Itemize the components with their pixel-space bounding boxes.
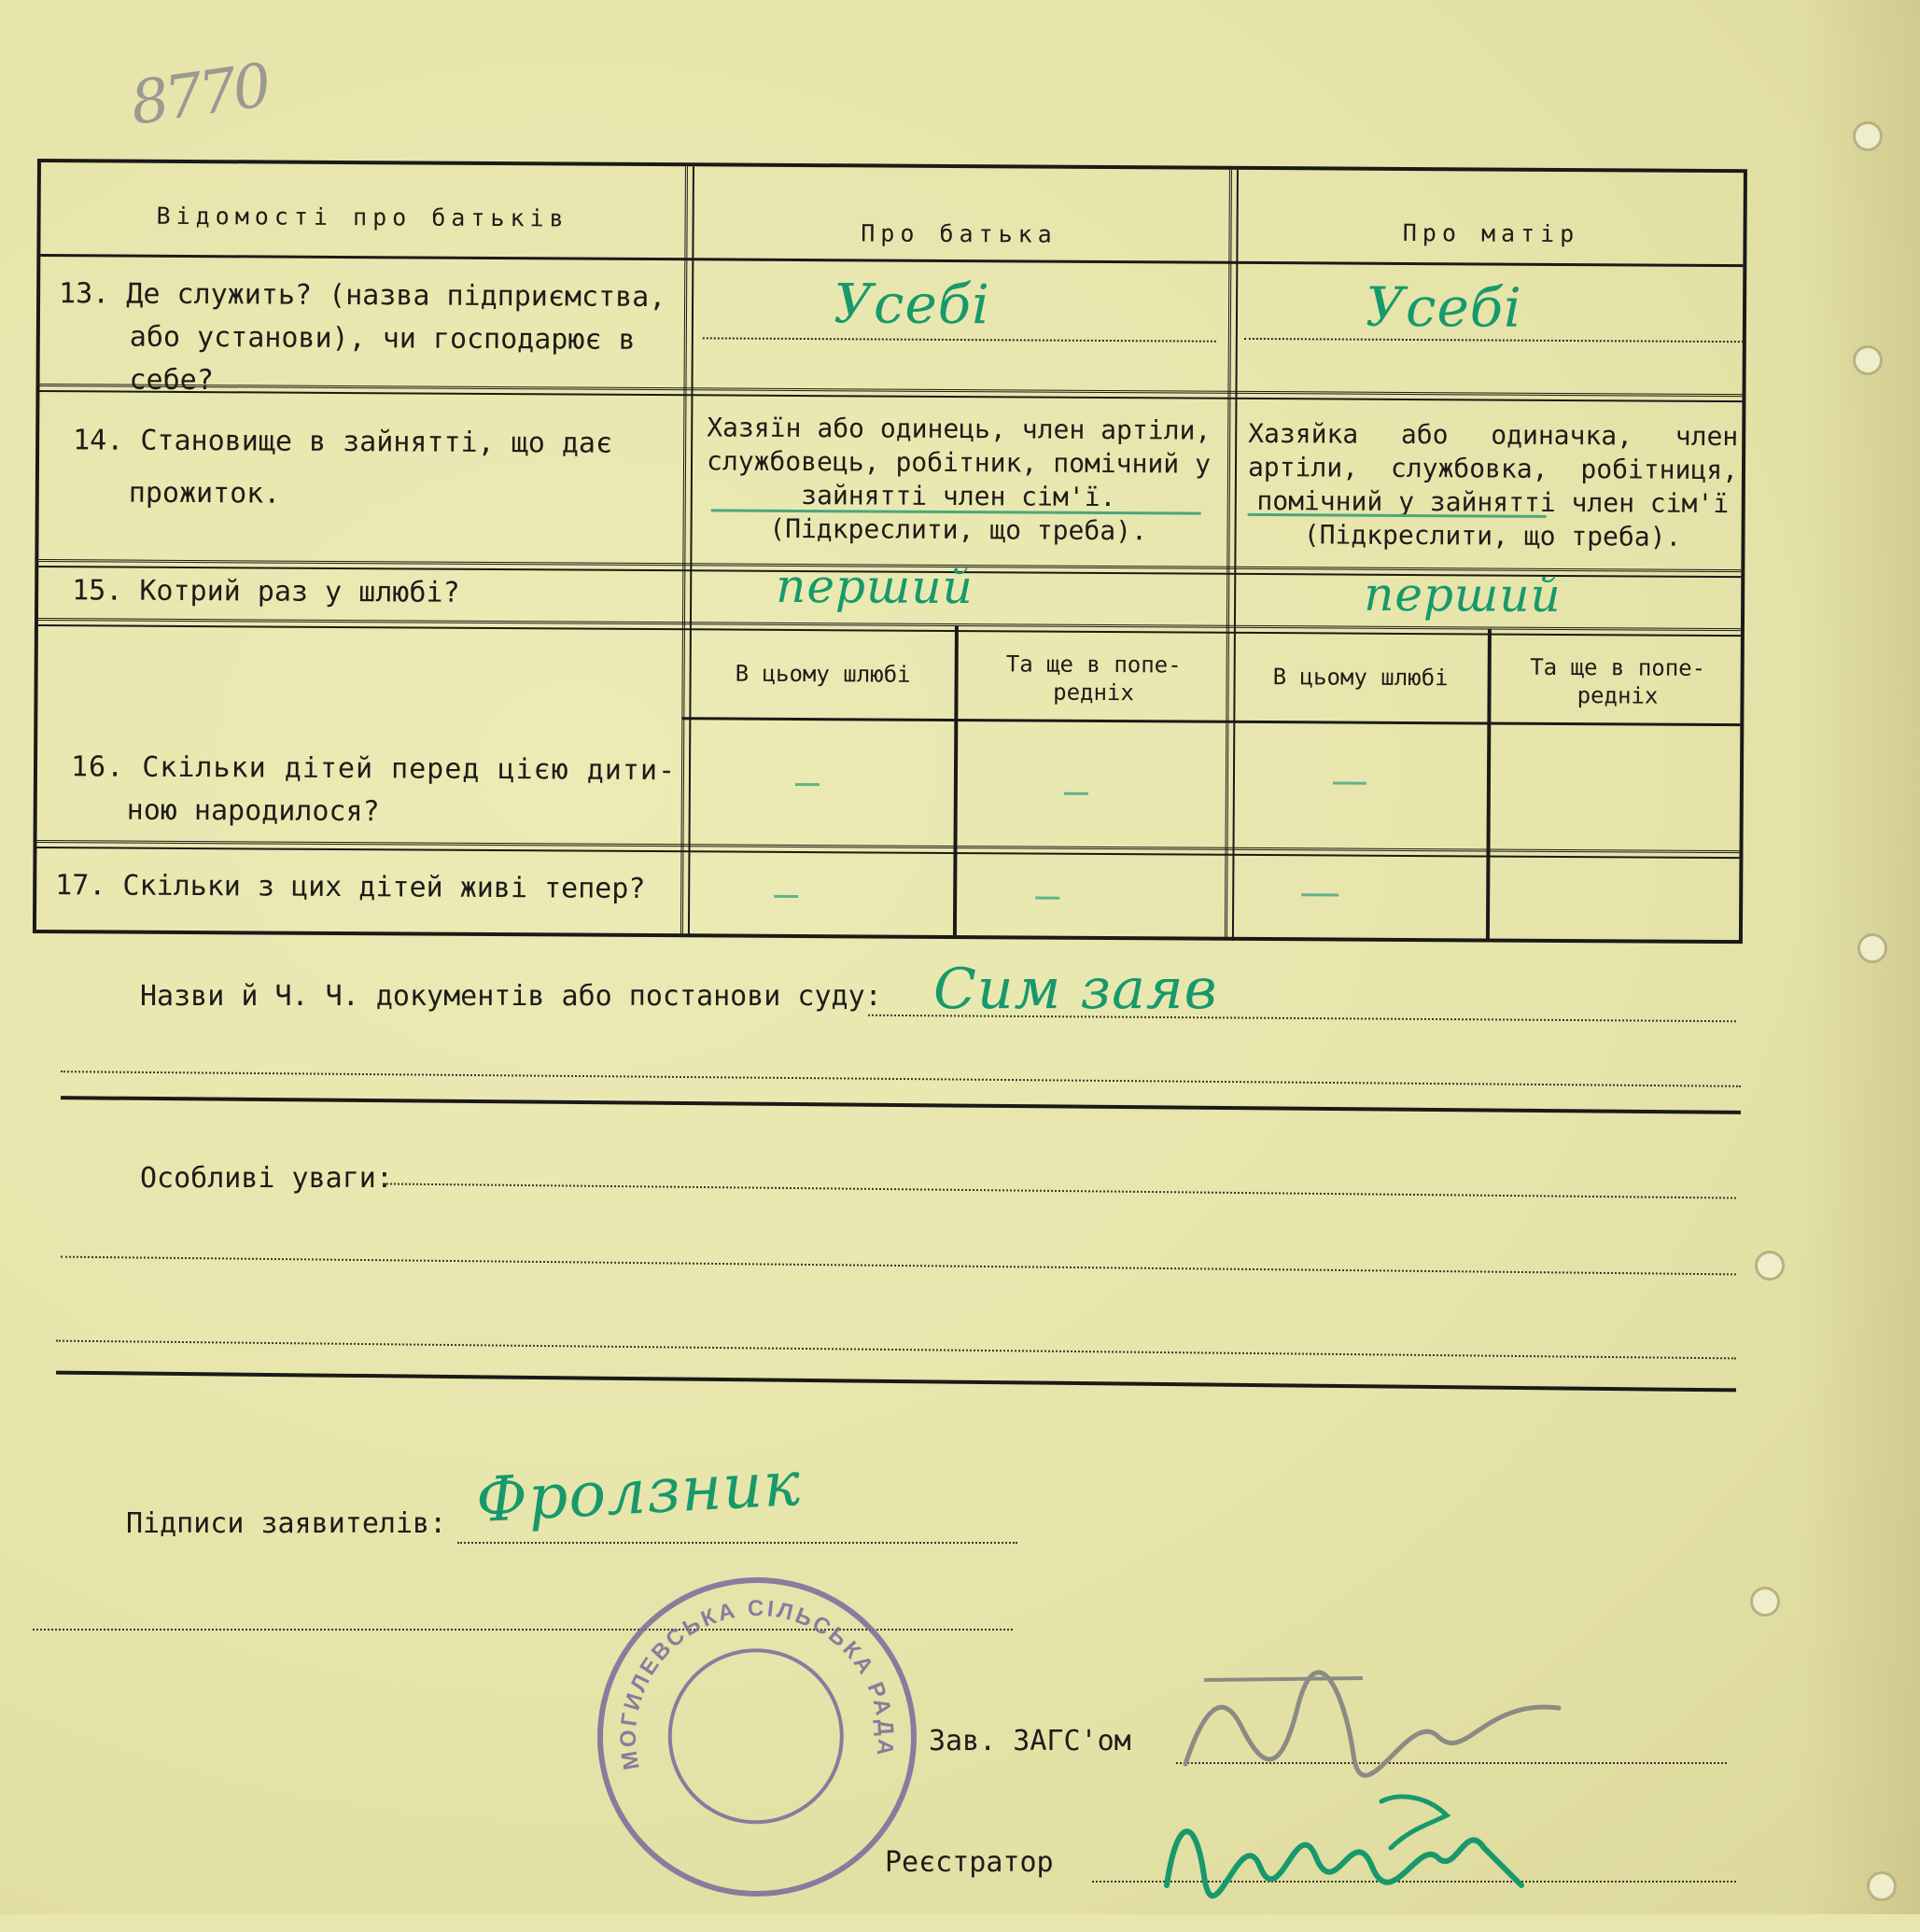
remarks-dotline-3 (56, 1340, 1736, 1360)
binder-hole (1750, 1587, 1780, 1617)
q15-mother-answer: перший (1363, 567, 1562, 623)
q16-mother-previous-line2: редніх (1577, 682, 1659, 709)
q16-label (71, 746, 688, 835)
q14-father-options (706, 411, 1211, 548)
remarks-dotline (383, 1183, 1736, 1198)
q14-mother-note: (Підкреслити, що треба). (1303, 519, 1682, 553)
q17-father-dash (774, 895, 798, 898)
q16-father-previous-line2: редніх (1053, 679, 1134, 707)
documents-value: Сим заяв (933, 957, 1218, 1022)
q16-father-previous-line1: Та ще в попе- (1005, 651, 1182, 679)
table-rule (681, 717, 1740, 726)
svg-text:МОГИЛЕВСЬКА СІЛЬСЬКА РАДА: МОГИЛЕВСЬКА СІЛЬСЬКА РАДА (615, 1595, 899, 1772)
binder-hole (1867, 1871, 1897, 1901)
q13-mother-answer: Усебі (1365, 274, 1522, 340)
table-column-rule (1486, 629, 1492, 943)
q14-label-line2: прожиток. (128, 476, 281, 511)
q16-mother-previous (1493, 653, 1741, 711)
parents-info-table (33, 159, 1747, 944)
binder-hole (1755, 1251, 1785, 1281)
q15-father-answer: перший (776, 558, 974, 615)
q13-father-answer: Усебі (833, 272, 990, 337)
q16-label-line1: 16. Скільки дітей перед цією дити- (70, 750, 677, 788)
pencil-annotation: 8770 (126, 51, 273, 139)
q16-father-previous (961, 650, 1225, 707)
signatures-dotline (457, 1542, 1017, 1544)
section-rule (56, 1371, 1736, 1393)
q16-father-dash (795, 783, 820, 786)
q15-label: 15. Котрий раз у шлюбі? (72, 574, 460, 609)
registrar-signature (1148, 1783, 1540, 1923)
q16-father-this-marriage: В цьому шлюбі (735, 660, 911, 688)
signatures-label: Підписи заявителів: (126, 1507, 447, 1540)
q14-mother-options-text: Хазяйка або одиначка, член артіли, службовка, робітниця, помічний у зайнятті член сім'ї (1247, 417, 1739, 520)
remarks-label: Особливі уваги: (140, 1162, 393, 1195)
header-father: Про батька (861, 219, 1058, 248)
binder-hole (1853, 121, 1883, 151)
documents-label: Назви й Ч. Ч. документів або постанови суду: (140, 980, 882, 1013)
table-rule (40, 254, 1743, 267)
remarks-dotline-2 (61, 1256, 1736, 1276)
q13-label-line1: 13. Де служить? (назва підприємства, (59, 277, 666, 315)
header-mother: Про матір (1402, 218, 1580, 248)
zags-head-label: Зав. ЗАГС'ом (929, 1725, 1131, 1757)
section-rule (61, 1096, 1741, 1114)
q16-label-line2: ною народилося? (126, 793, 380, 829)
q17-label: 17. Скільки з цих дітей живі тепер? (55, 869, 646, 905)
q16-mother-this-marriage: В цьому шлюбі (1272, 664, 1449, 692)
q13-label-line2: або установи), чи господарює в себе? (129, 320, 636, 398)
q14-label-line1: 14. Становище в зайнятті, що дає (73, 424, 613, 460)
table-column-rule (1225, 170, 1239, 941)
q17-mother-dash (1301, 893, 1338, 896)
q16-mother-previous-line1: Та ще в попе- (1530, 653, 1706, 681)
q16-father-prev-dash (1064, 792, 1088, 795)
q14-father-note: (Підкреслити, що треба). (769, 512, 1147, 547)
page-edge-shadow (1799, 0, 1920, 1914)
binder-hole (1857, 933, 1887, 963)
registrar-label: Реєстратор (885, 1846, 1054, 1879)
q14-mother-options (1247, 417, 1738, 554)
q14-label (73, 419, 680, 518)
q17-father-prev-dash (1035, 897, 1059, 900)
signatures-value: Фролзник (474, 1447, 803, 1537)
q13-label (58, 273, 684, 405)
q13-father-dotline (703, 337, 1216, 342)
header-parents-info: Відомості про батьків (156, 202, 569, 232)
q14-father-options-text: Хазяїн або одинець, член артіли, службовець, робітник, помічний у зайнятті член сім'ї. (706, 412, 1212, 513)
table-rule (36, 840, 1739, 859)
documents-dotline-2 (61, 1071, 1741, 1087)
q16-mother-dash (1333, 781, 1366, 784)
binder-hole (1853, 345, 1883, 375)
